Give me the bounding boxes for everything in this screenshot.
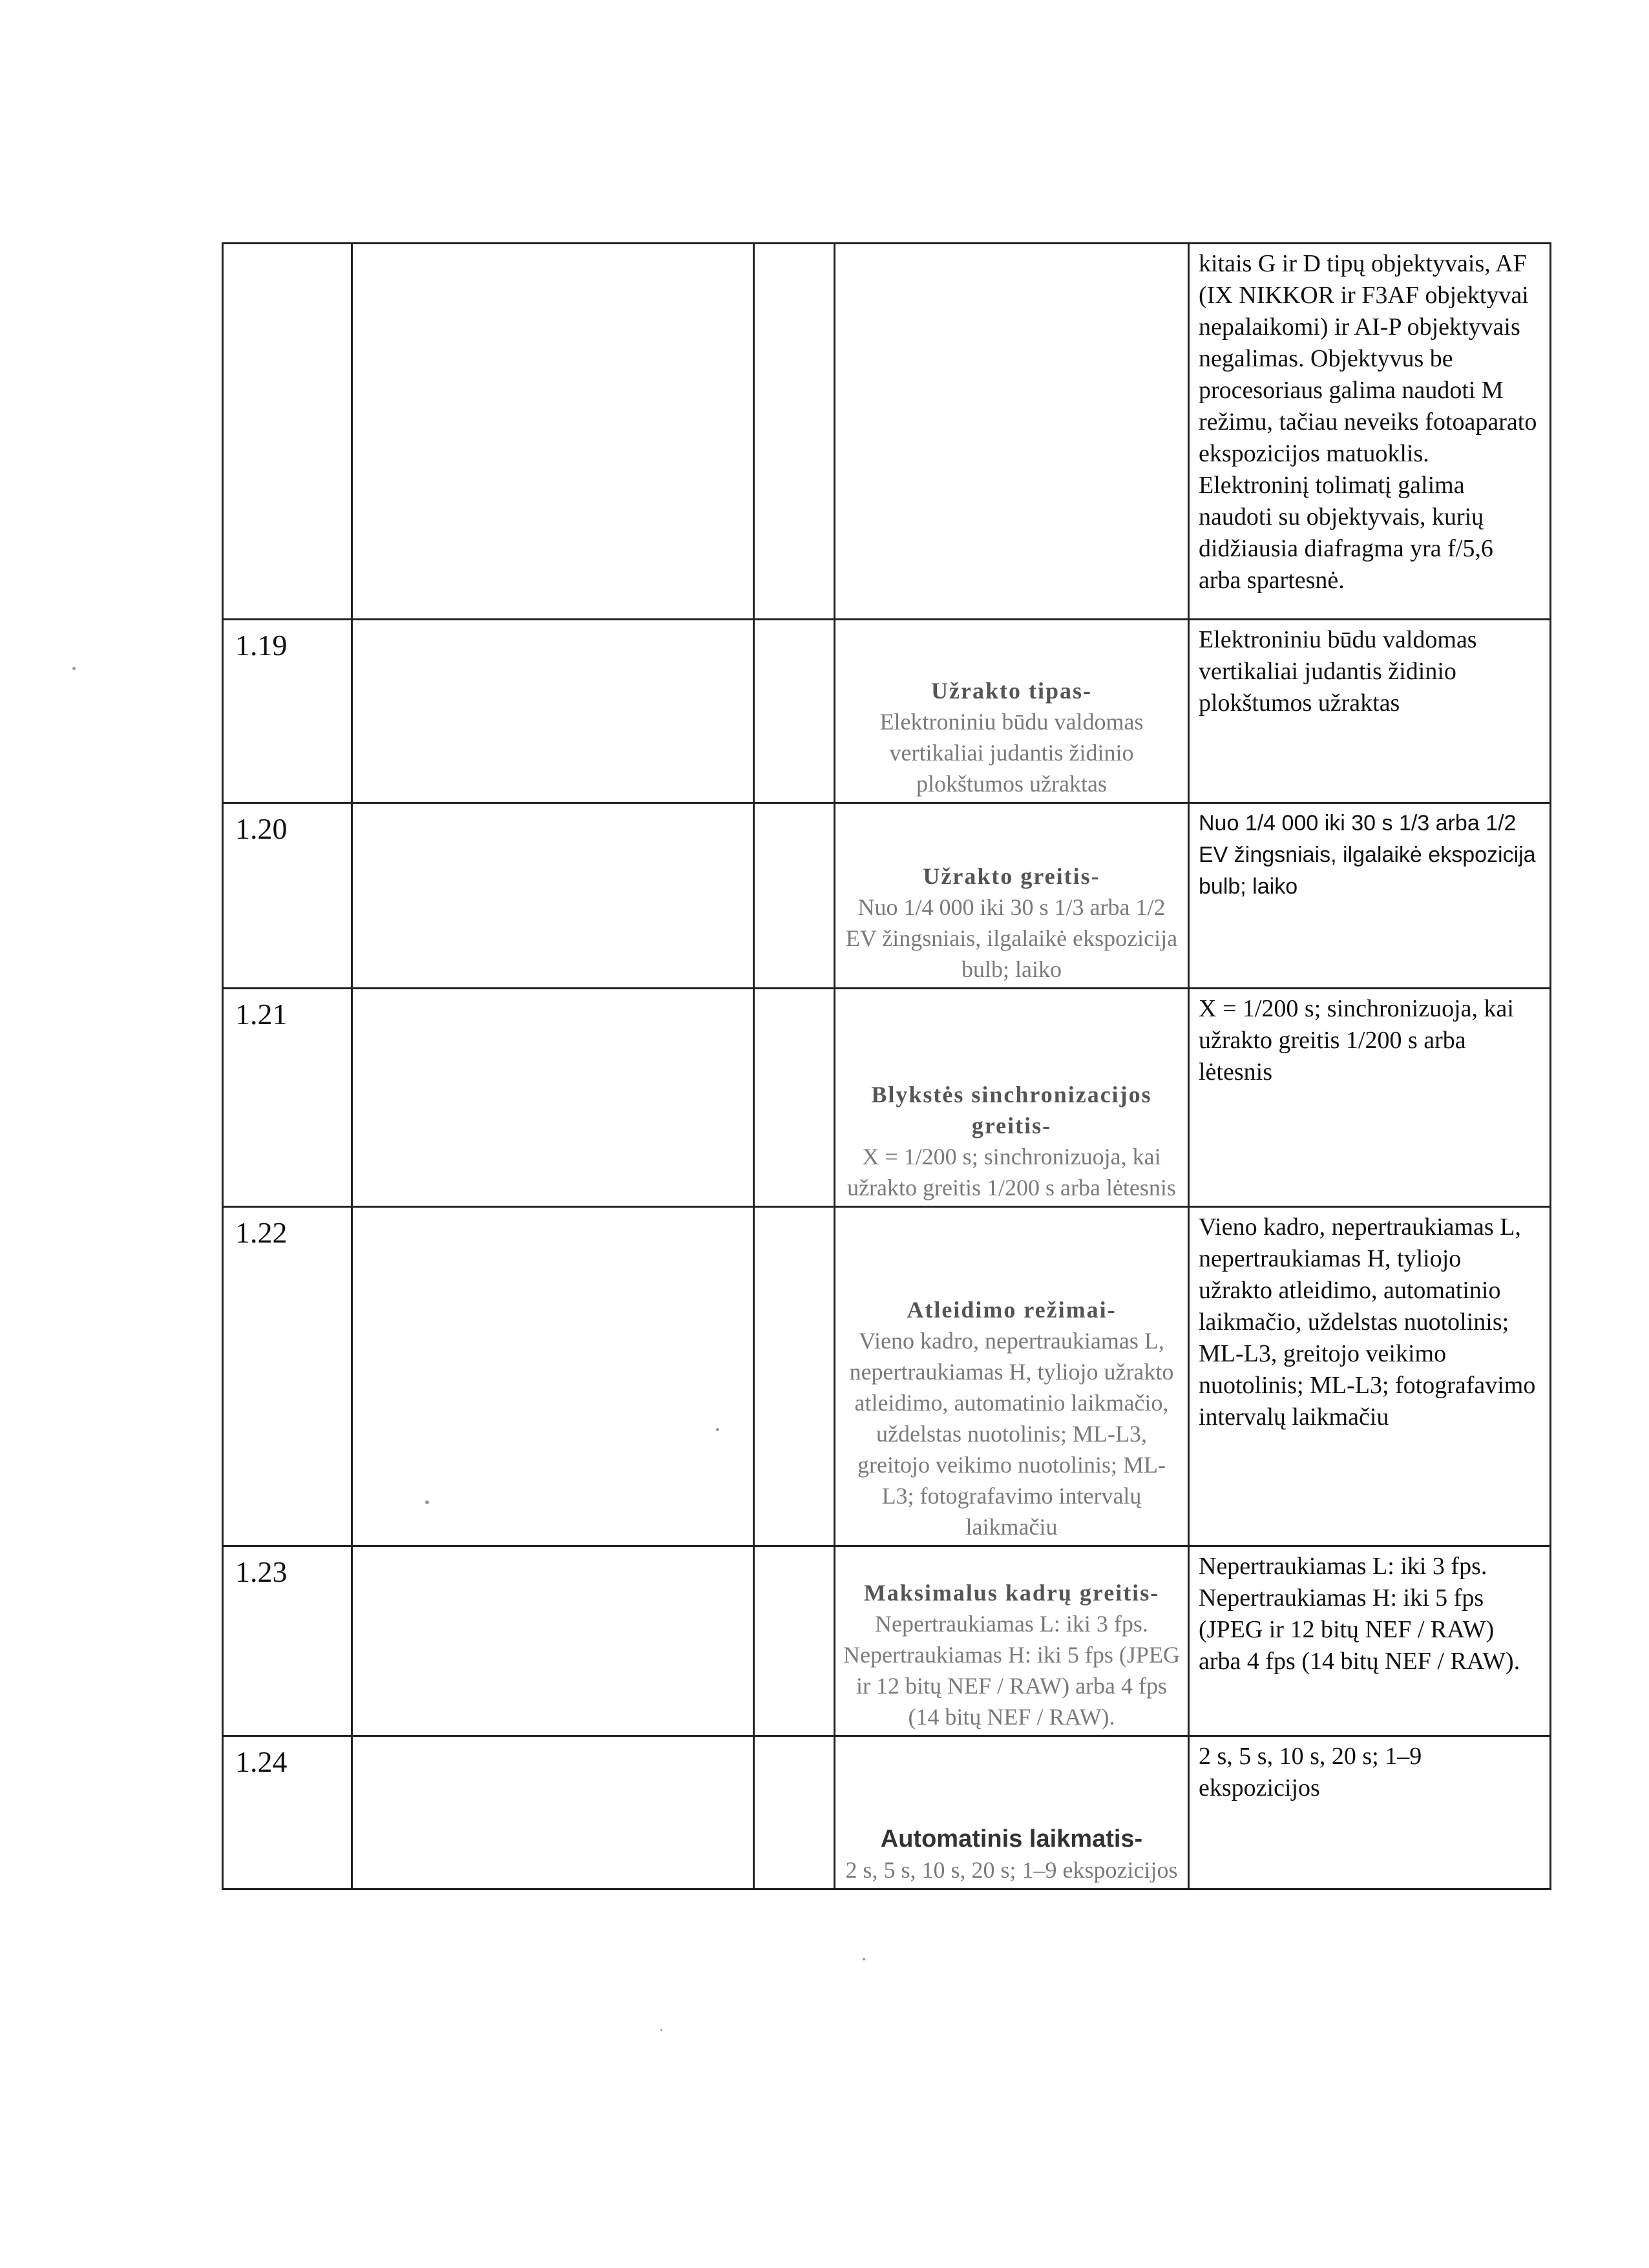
parameter-title: Užrakto greitis- [923, 863, 1100, 889]
row-number-cell [223, 1546, 352, 1736]
row-number-cell [223, 620, 352, 803]
value-text: 2 s, 5 s, 10 s, 20 s; 1–9 ekspozicijos [1199, 1743, 1422, 1801]
value-text: Nuo 1/4 000 iki 30 s 1/3 arba 1/2 EV žingsniais, ilgalaikė ekspozicija bulb; laiko [1199, 811, 1536, 899]
value-cell [1189, 989, 1551, 1207]
scan-speck [72, 667, 76, 670]
value-text: Vieno kadro, nepertraukiamas L, nepertraukiamas H, tyliojo užrakto atleidimo, automatinio laikmačio, uždelstas nuotolinis; ML-L3, greitojo veikimo nuotolinis; ML-L3; fotografavimo intervalų laikmačiu [1199, 1213, 1536, 1431]
table-row [223, 244, 1551, 620]
empty-cell [352, 1546, 754, 1736]
empty-cell [352, 1736, 754, 1889]
row-number-cell [223, 1736, 352, 1889]
table-row [223, 803, 1551, 989]
empty-cell [352, 620, 754, 803]
parameter-text: Elektroniniu būdu valdomas vertikaliai judantis židinio plokštumos užraktas [879, 709, 1144, 797]
scan-speck [425, 1500, 429, 1504]
scan-speck [863, 1958, 865, 1960]
empty-cell [352, 803, 754, 989]
row-number: 1.22 [235, 1216, 288, 1249]
row-number-cell [223, 803, 352, 989]
parameter-title: Užrakto tipas- [931, 678, 1092, 704]
value-text: X = 1/200 s; sinchronizuoja, kai užrakto greitis 1/200 s arba lėtesnis [1199, 995, 1514, 1086]
value-cell [1189, 803, 1551, 989]
value-text: Nepertraukiamas L: iki 3 fps. Nepertraukiamas H: iki 5 fps (JPEG ir 12 bitų NEF / RAW) arba 4 fps (14 bitų NEF / RAW). [1199, 1553, 1520, 1675]
empty-cell [754, 989, 835, 1207]
parameter-cell [835, 803, 1189, 989]
table-row [223, 1546, 1551, 1736]
row-number-cell [223, 244, 352, 620]
empty-cell [754, 620, 835, 803]
row-number: 1.21 [235, 998, 288, 1031]
parameter-cell [835, 244, 1189, 620]
parameter-title: Atleidimo režimai- [907, 1297, 1117, 1323]
row-number-cell [223, 1207, 352, 1546]
value-cell [1189, 244, 1551, 620]
empty-cell [352, 1207, 754, 1546]
specification-table [222, 242, 1551, 1890]
parameter-text: X = 1/200 s; sinchronizuoja, kai užrakto greitis 1/200 s arba lėtesnis [847, 1144, 1176, 1201]
parameter-title: Blykstės sinchronizacijos greitis- [871, 1082, 1152, 1139]
parameter-text: Vieno kadro, nepertraukiamas L, nepertraukiamas H, tyliojo užrakto atleidimo, automatinio laikmačio, uždelstas nuotolinis; ML-L3, greitojo veikimo nuotolinis; ML-L3; fotografavimo intervalų laikmačiu [849, 1328, 1174, 1540]
row-number: 1.24 [235, 1745, 288, 1778]
parameter-cell [835, 989, 1189, 1207]
table-row [223, 1736, 1551, 1889]
parameter-cell [835, 1736, 1189, 1889]
empty-cell [754, 803, 835, 989]
parameter-title: Automatinis laikmatis- [880, 1825, 1143, 1853]
value-cell [1189, 1207, 1551, 1546]
row-number: 1.23 [235, 1555, 288, 1588]
value-cell [1189, 1736, 1551, 1889]
empty-cell [754, 1207, 835, 1546]
parameter-cell [835, 1546, 1189, 1736]
parameter-text: Nepertraukiamas L: iki 3 fps. Nepertraukiamas H: iki 5 fps (JPEG ir 12 bitų NEF / RAW) arba 4 fps (14 bitų NEF / RAW). [843, 1611, 1180, 1730]
empty-cell [754, 244, 835, 620]
scan-speck [716, 1428, 719, 1431]
value-text: kitais G ir D tipų objektyvais, AF (IX NIKKOR ir F3AF objektyvai nepalaikomi) ir AI-P objektyvais negalimas. Objektyvus be procesoriaus galima naudoti M režimu, tačiau neveiks fotoaparato ekspozicijos matuoklis. Elektroninį tolimatį galima naudoti su objektyvais, kurių didžiausia diafragma yra f/5,6 arba spartesnė. [1199, 250, 1537, 594]
parameter-text: 2 s, 5 s, 10 s, 20 s; 1–9 ekspozicijos [845, 1857, 1178, 1883]
empty-cell [754, 1546, 835, 1736]
empty-cell [754, 1736, 835, 1889]
table-row [223, 1207, 1551, 1546]
row-number-cell [223, 989, 352, 1207]
row-number: 1.20 [235, 812, 288, 845]
parameter-cell [835, 620, 1189, 803]
value-text: Elektroniniu būdu valdomas vertikaliai judantis židinio plokštumos užraktas [1199, 626, 1477, 717]
parameter-text: Nuo 1/4 000 iki 30 s 1/3 arba 1/2 EV žingsniais, ilgalaikė ekspozicija bulb; laiko [845, 894, 1178, 982]
row-number: 1.19 [235, 629, 288, 662]
scan-speck [660, 2029, 662, 2031]
table-row [223, 620, 1551, 803]
parameter-cell [835, 1207, 1189, 1546]
empty-cell [352, 989, 754, 1207]
empty-cell [352, 244, 754, 620]
parameter-title: Maksimalus kadrų greitis- [863, 1580, 1160, 1606]
table-row [223, 989, 1551, 1207]
value-cell [1189, 620, 1551, 803]
value-cell [1189, 1546, 1551, 1736]
